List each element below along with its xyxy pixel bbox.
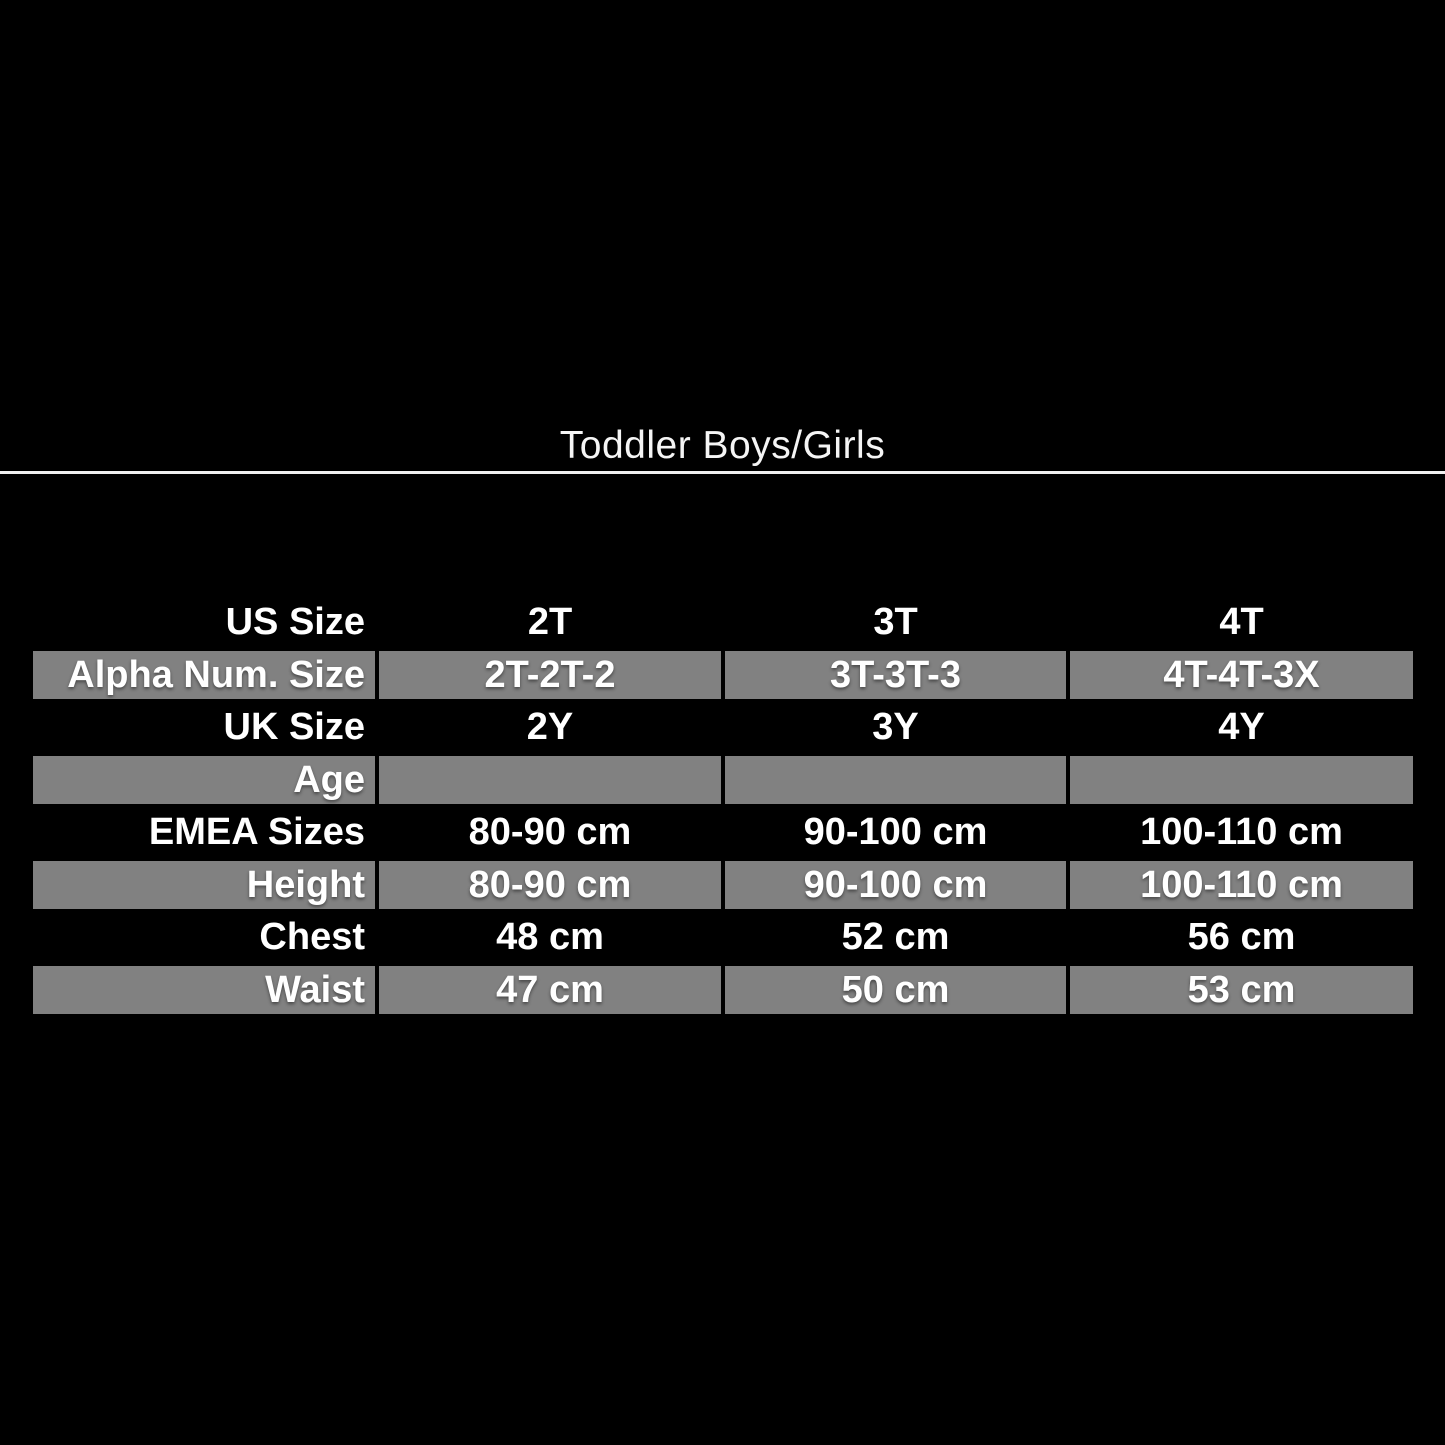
cell-emea-sizes-4t: 100-110 cm [1140, 811, 1343, 854]
cell-age-2t [379, 756, 721, 804]
table-row-us-size [33, 596, 1413, 649]
row-label-chest: Chest [259, 916, 365, 959]
row-label-emea-sizes: EMEA Sizes [148, 811, 365, 854]
row-label-alpha-num-size: Alpha Num. Size [33, 651, 375, 699]
cell-alpha-num-size-3t: 3T-3T-3 [725, 651, 1066, 699]
cell-uk-size-3t: 3Y [872, 706, 919, 749]
cell-alpha-num-size-4t: 4T-4T-3X [1070, 651, 1413, 699]
size-chart-title: Toddler Boys/Girls [559, 424, 886, 467]
row-label-uk-size: UK Size [223, 706, 365, 749]
table-row-alpha-num-size [33, 649, 1413, 702]
cell-chest-2t: 48 cm [496, 916, 604, 959]
table-row-age [33, 754, 1413, 807]
row-label-us-size: US Size [225, 601, 365, 644]
cell-us-size-3t: 3T [873, 601, 918, 644]
cell-uk-size-4t: 4Y [1218, 706, 1265, 749]
title-divider-line [0, 471, 1445, 474]
row-label-age: Age [33, 756, 375, 804]
cell-waist-3t: 50 cm [725, 966, 1066, 1014]
table-row-uk-size [33, 701, 1413, 754]
cell-waist-4t: 53 cm [1070, 966, 1413, 1014]
cell-us-size-4t: 4T [1219, 601, 1264, 644]
cell-height-2t: 80-90 cm [379, 861, 721, 909]
table-row-height [33, 859, 1413, 912]
size-chart-table [33, 596, 1413, 1016]
cell-chest-4t: 56 cm [1187, 916, 1296, 959]
cell-emea-sizes-3t: 90-100 cm [803, 811, 988, 854]
table-row-emea-sizes [33, 806, 1413, 859]
cell-waist-2t: 47 cm [379, 966, 721, 1014]
cell-chest-3t: 52 cm [841, 916, 950, 959]
cell-height-4t: 100-110 cm [1070, 861, 1413, 909]
cell-uk-size-2t: 2Y [526, 706, 574, 749]
cell-height-3t: 90-100 cm [725, 861, 1066, 909]
row-label-waist: Waist [33, 966, 375, 1014]
table-row-waist [33, 964, 1413, 1017]
cell-emea-sizes-2t: 80-90 cm [468, 811, 632, 854]
cell-us-size-2t: 2T [527, 601, 573, 644]
table-row-chest [33, 911, 1413, 964]
cell-alpha-num-size-2t: 2T-2T-2 [379, 651, 721, 699]
row-label-height: Height [33, 861, 375, 909]
cell-age-3t [725, 756, 1066, 804]
cell-age-4t [1070, 756, 1413, 804]
